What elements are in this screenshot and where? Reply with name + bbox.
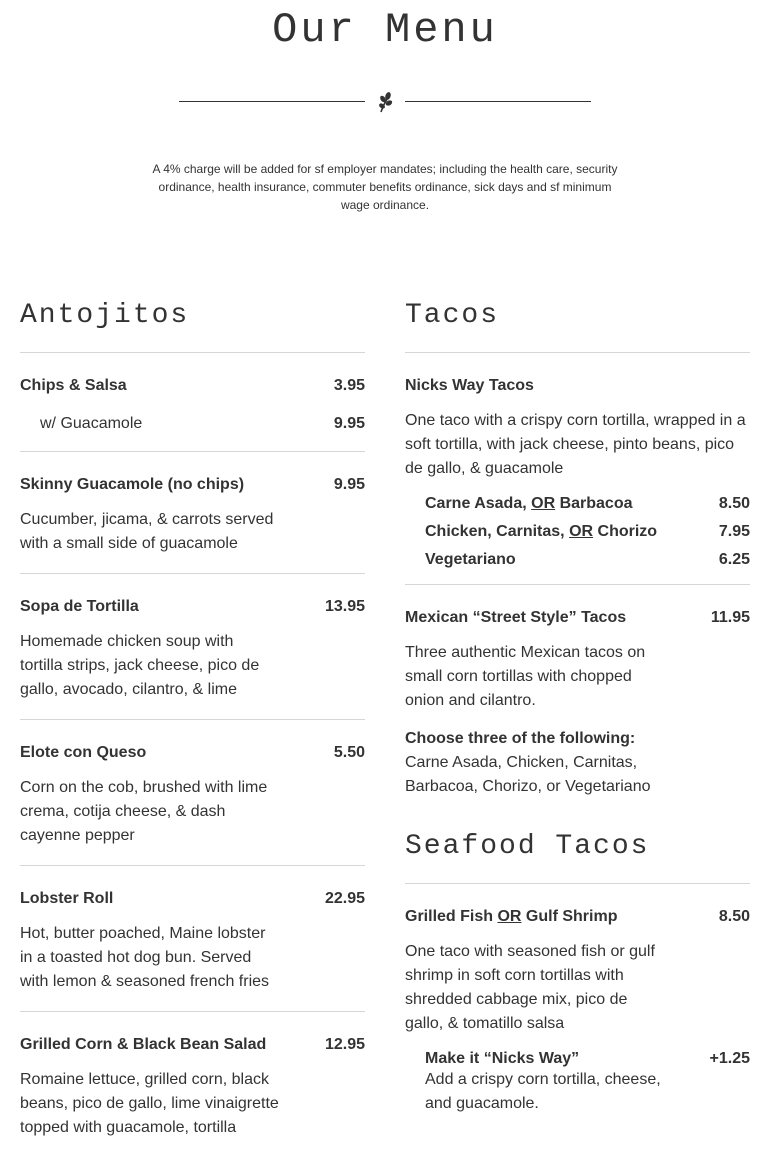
option-or: OR	[569, 523, 594, 540]
divider-line-right	[405, 101, 591, 102]
section-title-antojitos: Antojitos	[20, 300, 190, 331]
item-price: 3.95	[333, 377, 365, 394]
item-rule	[20, 573, 365, 574]
option-or: OR	[531, 495, 556, 512]
surcharge-notice: A 4% charge will be added for sf employer mandates; including the health care, security ordinance, health insurance, commuter benefits ordinance, sick days and sf minimum wage ordinance.	[152, 162, 618, 212]
menu-item-nicks-way-tacos	[405, 377, 750, 395]
addon-price: +1.25	[709, 1050, 750, 1067]
item-price: 5.50	[333, 744, 365, 761]
item-name: Skinny Guacamole (no chips)	[20, 476, 245, 493]
item-name: Sopa de Tortilla	[20, 598, 139, 615]
item-name: Chips & Salsa	[20, 377, 127, 394]
item-description: Romaine lettuce, grilled corn, black beans, pico de gallo, lime vinaigrette topped with guacamole, tortilla	[20, 1071, 279, 1136]
item-price: 9.95	[333, 476, 365, 493]
menu-item-fish-shrimp	[405, 908, 750, 926]
item-name: Mexican “Street Style” Tacos	[405, 609, 627, 626]
menu-item-chips-salsa	[20, 377, 365, 395]
menu-subitem-guacamole	[20, 415, 365, 433]
menu-item-street-style-tacos	[405, 609, 750, 627]
menu-item-skinny-guacamole	[20, 476, 365, 494]
section-rule	[405, 352, 750, 353]
item-rule	[20, 1011, 365, 1012]
item-description: Hot, butter poached, Maine lobster in a toasted hot dog bun. Served with lemon & seasoned french fries	[20, 925, 270, 990]
choose-label: Choose three of the following:	[405, 730, 636, 747]
option-text: Chicken, Carnitas,	[425, 523, 565, 540]
option-text: Chorizo	[597, 523, 658, 540]
item-price: 13.95	[324, 598, 365, 615]
option-text: Barbacoa	[559, 495, 633, 512]
item-description: Homemade chicken soup with tortilla strips, jack cheese, pico de gallo, avocado, cilantro, & lime	[20, 633, 260, 698]
section-title-seafood-tacos: Seafood Tacos	[405, 831, 650, 862]
section-rule	[405, 883, 750, 884]
menu-option-carne-barbacoa	[405, 495, 750, 513]
item-name: Lobster Roll	[20, 890, 114, 907]
item-price: 8.50	[718, 908, 750, 925]
item-price: 22.95	[324, 890, 365, 907]
item-name: Grilled Fish	[405, 908, 494, 925]
item-description: Three authentic Mexican tacos on small corn tortillas with chopped onion and cilantro.	[405, 644, 646, 709]
option-price: 6.25	[718, 551, 750, 568]
section-title-tacos: Tacos	[405, 300, 500, 331]
item-price: 11.95	[710, 609, 750, 626]
subitem-price: 9.95	[333, 415, 365, 432]
menu-item-lobster-roll	[20, 890, 365, 908]
menu-option-vegetariano	[405, 551, 750, 569]
section-rule	[20, 352, 365, 353]
option-price: 7.95	[718, 523, 750, 540]
item-rule	[20, 451, 365, 452]
item-description: One taco with a crispy corn tortilla, wrapped in a soft tortilla, with jack cheese, pinto beans, pico de gallo, & guacamole	[405, 412, 746, 477]
item-rule	[20, 719, 365, 720]
item-rule	[405, 584, 750, 585]
option-text: Vegetariano	[425, 551, 516, 568]
header-divider	[179, 90, 591, 114]
item-name: Grilled Corn & Black Bean Salad	[20, 1036, 267, 1053]
addon-name: Make it “Nicks Way”	[425, 1050, 580, 1067]
tacos-section	[405, 296, 750, 1116]
menu-option-chicken-carnitas-chorizo	[405, 523, 750, 541]
item-name: Gulf Shrimp	[525, 908, 618, 925]
item-description: Cucumber, jicama, & carrots served with a small side of guacamole	[20, 511, 274, 552]
leaf-sprig-icon	[375, 90, 395, 114]
menu-item-sopa-de-tortilla	[20, 598, 365, 616]
antojitos-section	[20, 296, 365, 1140]
menu-addon-nicks-way	[405, 1050, 750, 1068]
page-title: Our Menu	[272, 6, 498, 54]
item-description: Corn on the cob, brushed with lime crema, cotija cheese, & dash cayenne pepper	[20, 779, 268, 844]
option-price: 8.50	[718, 495, 750, 512]
option-text: Carne Asada,	[425, 495, 527, 512]
item-or: OR	[497, 908, 522, 925]
item-description: One taco with seasoned fish or gulf shrimp in soft corn tortillas with shredded cabbage mix, pico de gallo, & tomatillo salsa	[405, 943, 655, 1032]
menu-item-corn-bean-salad	[20, 1036, 365, 1054]
item-price: 12.95	[324, 1036, 365, 1053]
item-name: Nicks Way Tacos	[405, 377, 534, 394]
subitem-name: w/ Guacamole	[40, 415, 143, 432]
item-name: Elote con Queso	[20, 744, 147, 761]
divider-line-left	[179, 101, 365, 102]
item-rule	[20, 865, 365, 866]
addon-description: Add a crispy corn tortilla, cheese, and guacamole.	[425, 1071, 661, 1112]
menu-item-elote-con-queso	[20, 744, 365, 762]
choose-list: Carne Asada, Chicken, Carnitas, Barbacoa, Chorizo, or Vegetariano	[405, 754, 651, 795]
